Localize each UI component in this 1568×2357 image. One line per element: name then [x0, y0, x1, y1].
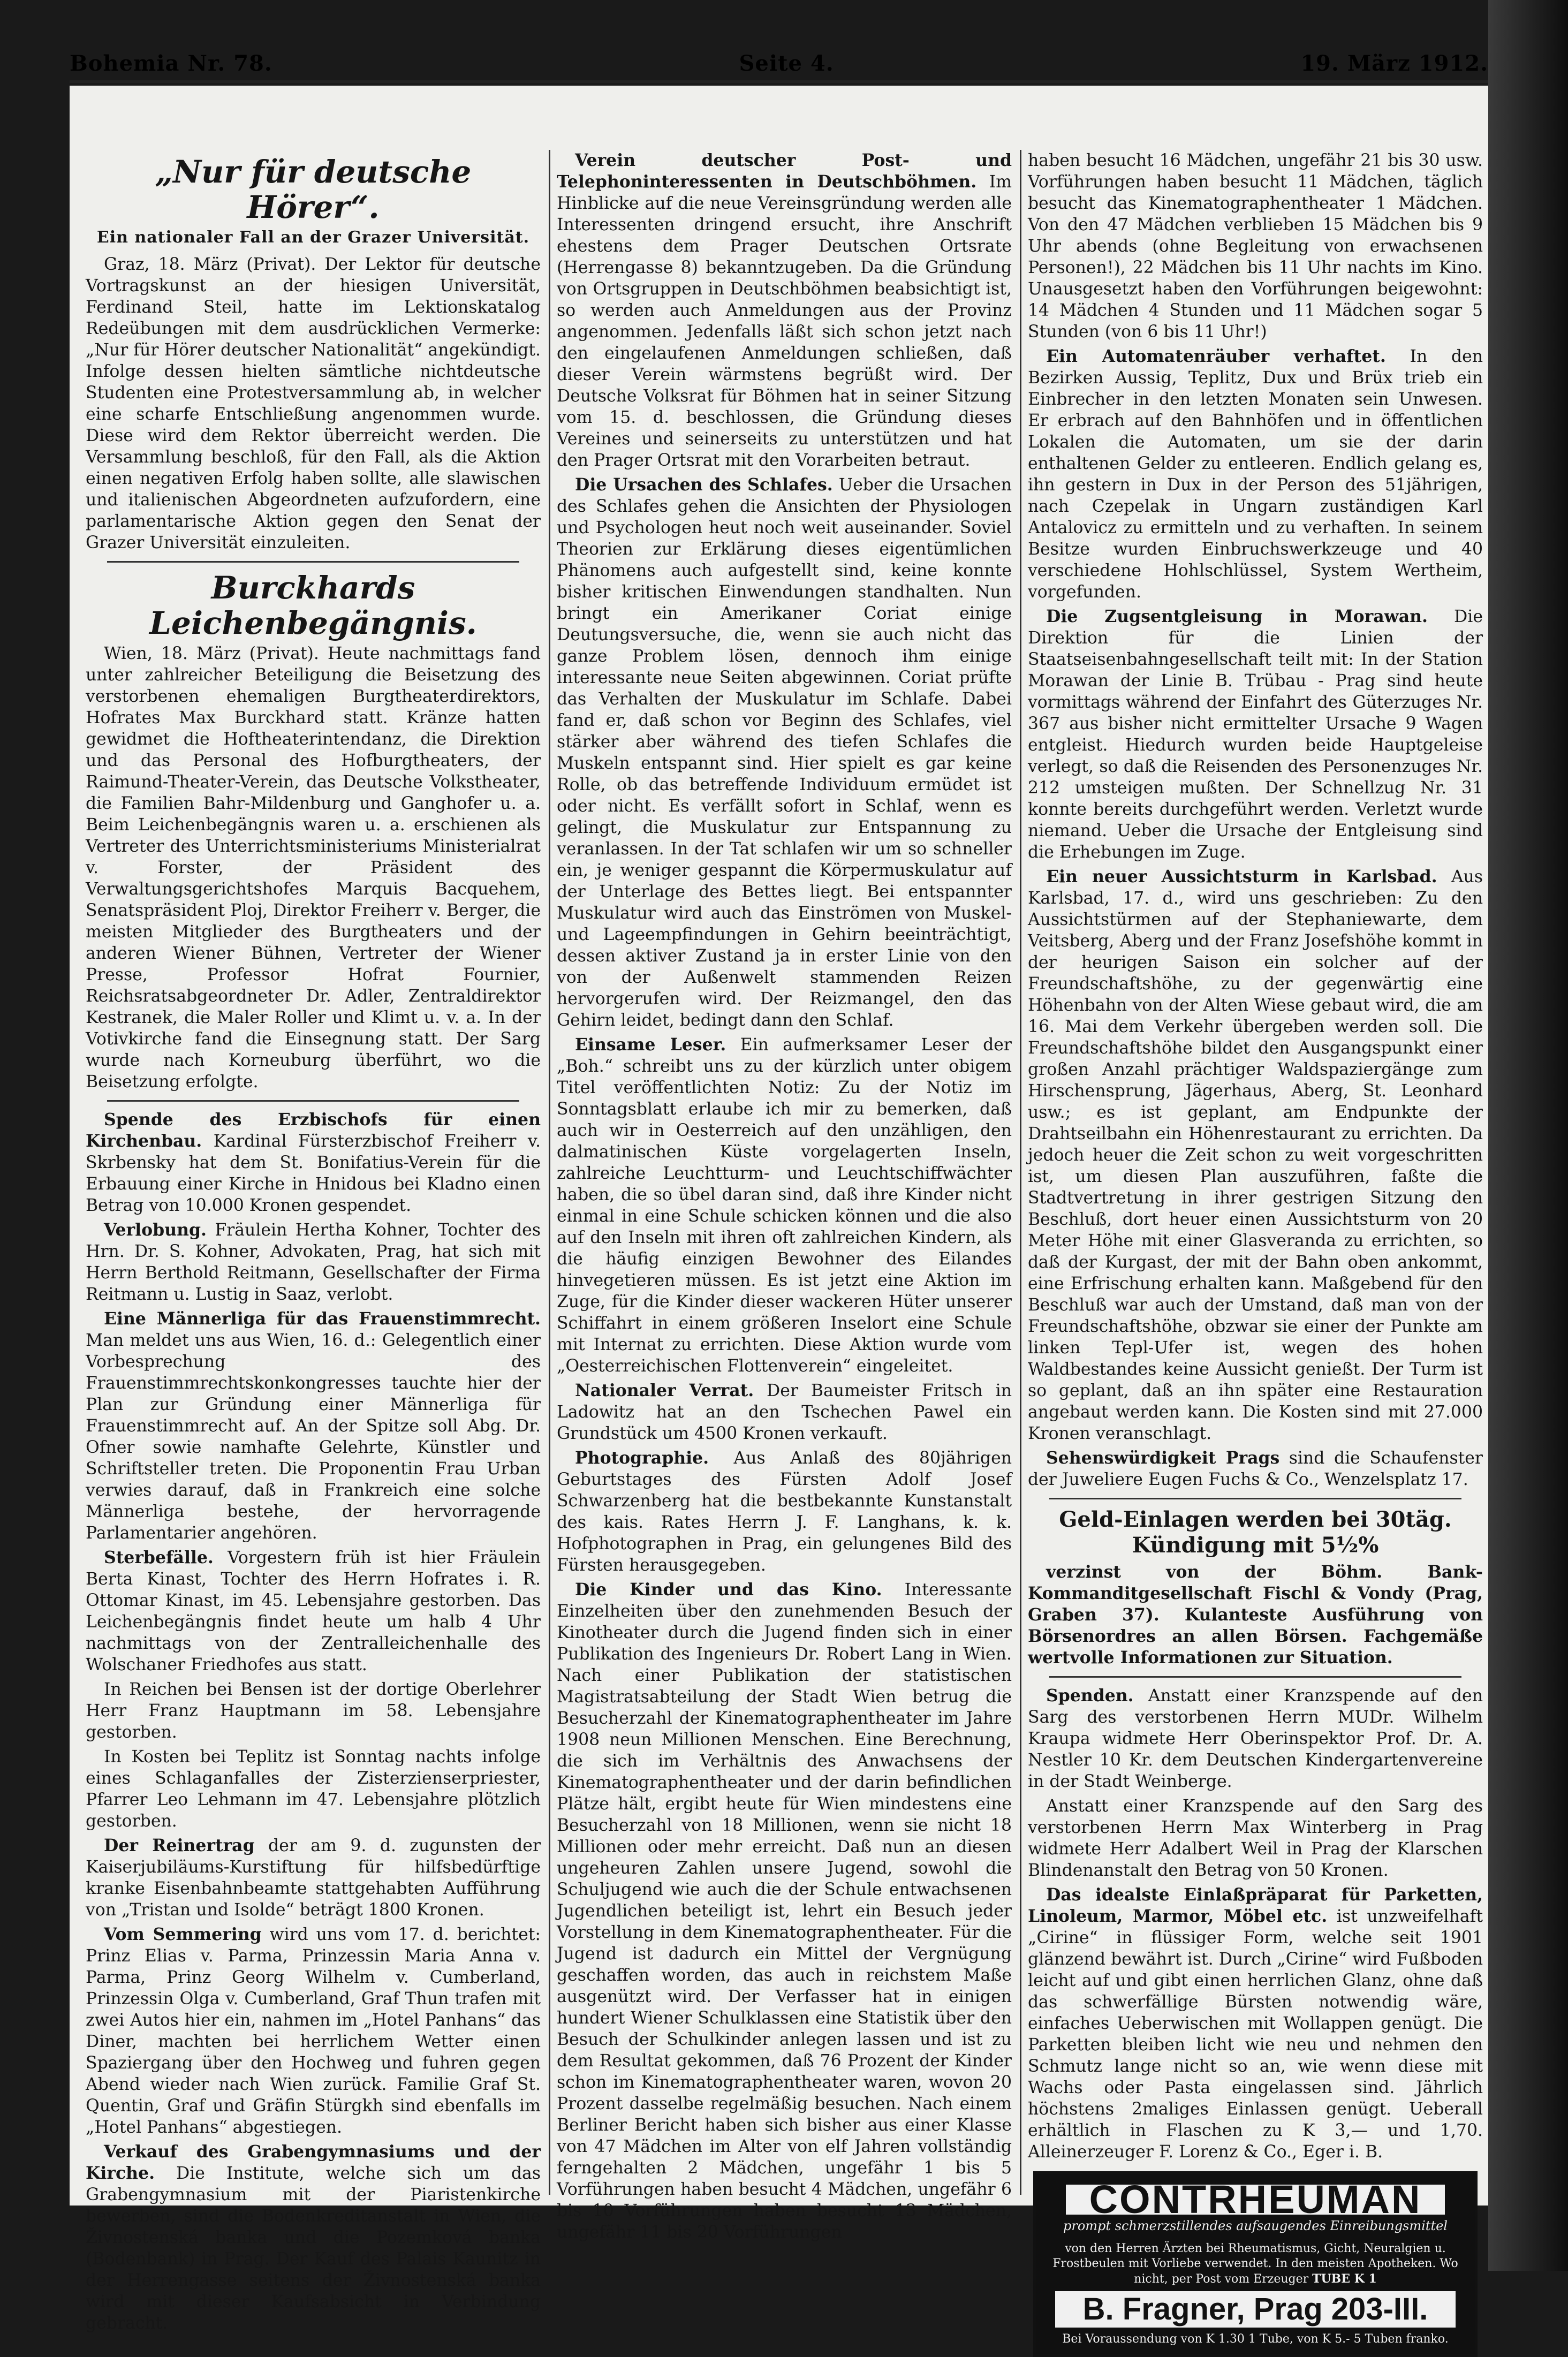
- item-lead: Photographie.: [575, 1448, 709, 1468]
- item-text: wird uns vom 17. d. berichtet: Prinz Elias v. Parma, Prinzessin Maria Anna v. Parma, Prinz Georg Wilhelm v. Cumberland, Prinzessin Olga v. Cumberland, Graf Thun trafen mit zwei Autos hier ein, nahmen im „Hotel Panhans“ das Diner, machten bei herrlichem Wetter einen Spaziergang über den Hochweg und fuhren gegen Abend wieder nach Wien zurück. Familie Graf St. Quentin, Graf und Gräfin Stürgkh sind ebenfalls im „Hotel Panhans“ abgestiegen.: [86, 1925, 541, 2137]
- news-item: [557, 150, 1012, 471]
- item-text: Im Hinblicke auf die neue Vereinsgründung werden alle Interessenten dringend ersucht, ihre Anschrift ehestens dem Prager Deutschen Ortsrate (Herrengasse 8) bekanntzugeben. Da die Gründung von Ortsgruppen in Deutschböhmen beabsichtigt ist, so werden auch Anmeldungen aus der Provinz angenommen. Jedenfalls läßt sich schon jetzt nach den eingelaufenen Anmeldungen schließen, daß dieser Verein wärmstens begrüßt wird. Der Deutsche Volksrat für Böhmen hat in seiner Sitzung vom 15. d. beschlossen, die Gründung dieses Vereines und seinerseits zu unterstützen und hat den Prager Ortsrat mit den Vorarbeiten betraut.: [557, 172, 1012, 470]
- article-body: Wien, 18. März (Privat). Heute nachmittags fand unter zahlreicher Beteiligung die Beisetzung des verstorbenen ehemaligen Burgtheaterdirektors, Hofrates Max Burckhard statt. Kränze hatten gewidmet die Hoftheaterintendanz, die Direktion und das Personal des Hofburgtheaters, der Raimund-Theater-Verein, das Deutsche Volkstheater, die Familien Bahr-Mildenburg und Ganghofer u. a. Beim Leichenbegängnis waren u. a. erschienen als Vertreter des Unterrichtsministeriums Ministerialrat v. Forster, der Präsident des Verwaltungsgerichtshofes Marquis Bacquehem, Senatspräsident Ploj, Direktor Freiherr v. Berger, die meisten Mitglieder des Burgtheaters und der anderen Wiener Bühnen, Vertreter der Wiener Presse, Professor Hofrat Fournier, Reichsratsabgeordneter Dr. Adler, Zentraldirektor Kestranek, die Maler Roller und Klimt u. v. a. In der Votivkirche fand die Einsegnung statt. Der Sarg wurde nach Korneuburg überführt, wo die Beisetzung erfolgte.: [86, 644, 541, 1092]
- article-headline: „Nur für deutsche Hörer“.: [155, 154, 472, 225]
- item-text: Die Institute, welche sich um das Grabengymnasium mit der Piaristenkirche bewerben, sind die Bodenkreditanstalt in Wien, die Živnostenská banka und die Pozemková banka (Bodenbank) in Prag. Der Kauf des Palais Kaunitz in der Herrengasse seitens der Živnostenská banka wird mit dieser Kaufsabsicht in Verbindung gebracht.: [86, 2164, 541, 2333]
- news-item: [557, 1447, 1012, 1576]
- item-text: Kardinal Fürsterzbischof Freiherr v. Skrbensky hat dem St. Bonifatius-Verein für die Erbauung einer Kirche in Hnidous bei Kladno einen Betrag von 10.000 Kronen gespendet.: [86, 1132, 541, 1215]
- item-lead: Ein neuer Aussichtsturm in Karlsbad.: [1046, 867, 1437, 886]
- masthead-page: Seite 4.: [739, 51, 834, 76]
- item-lead: Die Kinder und das Kino.: [575, 1580, 882, 1600]
- bank-ad-headline: Geld-Einlagen werden bei 30täg. Kündigung mit 5½%: [1059, 1507, 1452, 1558]
- contrheuman-advertisement: [1033, 2171, 1478, 2357]
- item-lead: Spende des Erzbischofs für einen Kirchenbau.: [86, 1110, 541, 1151]
- news-item: In Reichen bei Bensen ist der dortige Oberlehrer Herr Franz Hauptmann im 58. Lebensjahre gestorben.: [86, 1680, 541, 1742]
- item-lead: Vom Semmering: [104, 1924, 262, 1944]
- column-1: [86, 150, 541, 2333]
- masthead-date: 19. März 1912.: [1300, 51, 1488, 76]
- article-subheadline: Ein nationaler Fall an der Grazer Universität.: [96, 228, 530, 247]
- item-lead: Verein deutscher Post- und Telephoninteressenten in Deutschböhmen.: [557, 150, 1012, 192]
- item-lead: Verkauf des Grabengymnasiums und der Kirche.: [86, 2142, 541, 2183]
- news-item: [86, 2141, 541, 2334]
- masthead-paper: Bohemia Nr. 78.: [70, 51, 272, 76]
- divider: [1049, 1498, 1461, 1499]
- news-item: [557, 1034, 1012, 1377]
- ad-footer: Bei Voraussendung von K 1.30 1 Tube, von K 5.- 5 Tuben franko.: [1062, 2332, 1449, 2346]
- news-item: [1028, 606, 1483, 863]
- newspaper-page: [70, 86, 1488, 2346]
- item-lead: Verlobung.: [104, 1220, 207, 1240]
- news-item: [86, 1219, 541, 1305]
- ad-logo: CONTRHEUMAN: [1066, 2185, 1445, 2215]
- news-item: [1028, 866, 1483, 1444]
- divider: [107, 1100, 519, 1102]
- item-text: Aus Karlsbad, 17. d., wird uns geschrieben: Zu den Aussichtstürmen auf der Stephaniewarte, dem Veitsberg, Aberg und der Franz Josefshöhe kommt in der heurigen Saison ein solcher auf der Freundschaftshöhe, zu der gegenwärtig eine Höhenbahn von der Alten Wiese gebaut wird, die am 16. Mai dem Verkehr übergeben werden soll. Die Freundschaftshöhe bildet den Ausgangspunkt einer großen Anzahl prächtiger Waldspaziergänge zum Hirschensprung, Jägerhaus, Aberg, St. Leonhard usw.; es ist geplant, am Endpunkte der Drahtseilbahn ein Höhenrestaurant zu errichten. Da jedoch heuer die Zeit schon zu weit vorgeschritten ist, um diesen Plan auszuführen, faßte die Stadtvertretung in ihrer gestrigen Sitzung den Beschluß, dort heuer einen Aussichtsturm von 20 Meter Höhe mit einer Glasveranda zu errichten, so daß der Kurgast, der mit der Bahn oben ankommt, eine Erfrischung erhalten kann. Maßgebend für den Beschluß war auch der Umstand, daß man von der Freundschaftshöhe, obzwar sie einer der Punkte am linken Tepl-Ufer ist, wegen des hohen Waldbestandes keine Aussicht genießt. Der Turm ist so geplant, daß an ihn später eine Restauration angebaut werden kann. Die Kosten sind mit 27.000 Kronen veranschlagt.: [1028, 867, 1483, 1443]
- item-text: Ueber die Ursachen des Schlafes gehen die Ansichten der Physiologen und Psychologen heut noch weit auseinander. Soviel Theorien zur Erklärung dieses eigentümlichen Phänomens auch aufgestellt sind, keine konnte bisher kritischen Einwendungen standhalten. Nun bringt ein Amerikaner Coriat einige Deutungsversuche, die, wenn sie auch nicht das ganze Problem lösen, dennoch ihm einige interessante neue Seiten abgewinnen. Coriat prüfte das Verhalten der Muskulatur im Schlafe. Dabei fand er, daß schon vor Beginn des Schlafes, viel stärker aber während des tiefen Schlafes die Muskeln entspannt sind. Hier spielt es gar keine Rolle, ob das betreffende Individuum ermüdet ist oder nicht. Es verfällt sofort in Schlaf, wenn es gelingt, die Muskulatur zur Entspannung zu veranlassen. In der Tat schlafen wir um so schneller ein, je weniger gespannt die Körpermuskulatur auf der Unterlage des Bettes liegt. Bei entspannter Muskulatur wird auch das Einströmen von Muskel- und Lageempfindungen in Gehirn beeinträchtigt, dessen aktiver Zustand ja in erster Linie von den von der Außenwelt stammenden Reizen hervorgerufen wird. Der Reizmangel, den das Gehirn leidet, bedingt dann den Schlaf.: [557, 475, 1012, 1030]
- column-rule: [1020, 150, 1021, 2195]
- news-item: [557, 1579, 1012, 2243]
- item-text: Fräulein Hertha Kohner, Tochter des Hrn. Dr. S. Kohner, Advokaten, Prag, hat sich mit Herrn Berthold Reitmann, Gesellschafter der Firma Reitmann u. Lustig in Saaz, verlobt.: [86, 1221, 541, 1304]
- news-item: haben besucht 16 Mädchen, ungefähr 21 bis 30 usw. Vorführungen haben besucht 11 Mädchen, täglich besucht das Kinematographentheater 1 Mädchen. Von den 47 Mädchen verblieben 15 Mädchen bis 9 Uhr abends (ohne Begleitung von erwachsenen Personen!), 22 Mädchen bis 11 Uhr nachts im Kino. Unausgesetzt haben den Vorführungen beigewohnt: 14 Mädchen 4 Stunden und 11 Mädchen sogar 5 Stunden (von 6 bis 11 Uhr!): [1028, 151, 1483, 342]
- news-item: [86, 1835, 541, 1921]
- item-lead: Sterbefälle.: [104, 1548, 214, 1567]
- item-lead: Spenden.: [1046, 1686, 1134, 1706]
- news-item: [557, 474, 1012, 1031]
- item-lead: Der Reinertrag: [104, 1836, 255, 1855]
- item-text: ist unzweifelhaft „Cirine“ in flüssiger Form, welche seit 1901 glänzend bewährt ist. Durch „Cirine“ wird Fußboden leicht auf und gibt einen herrlichen Glanz, ohne daß das schwerfällige Bürsten notwendig wäre, einfaches Ueberwischen mit Wollappen genügt. Die Parketten bleiben licht wie neu und nehmen den Schmutz lange nicht so an, wie wenn diese mit Wachs oder Pasta eingelassen sind. Jährlich höchstens 2maliges Einlassen genügt. Ueberall erhältlich in Flaschen zu K 3,— und 1,70. Alleinerzeuger F. Lorenz & Co., Eger i. B.: [1028, 1907, 1483, 2162]
- item-lead: Sehenswürdigkeit Prags: [1046, 1448, 1280, 1468]
- item-lead: Die Zugsentgleisung in Morawan.: [1046, 607, 1428, 626]
- news-item: Anstatt einer Kranzspende auf den Sarg des verstorbenen Herrn Max Winterberg in Prag widmete Herr Adalbert Weil in Prag der Klarschen Blindenanstalt den Betrag von 50 Kronen.: [1028, 1797, 1483, 1880]
- column-rule: [549, 150, 550, 2195]
- item-text: sind die Schaufenster der Juweliere Eugen Fuchs & Co., Wenzelsplatz 17.: [1028, 1449, 1483, 1489]
- item-lead: Die Ursachen des Schlafes.: [575, 475, 833, 495]
- news-item: [1028, 1685, 1483, 1792]
- item-text: Vorgestern früh ist hier Fräulein Berta Kinast, Tochter des Herrn Hofrates i. R. Ottomar Kinast, im 45. Lebensjahre gestorben. Das Leichenbegängnis findet heute um halb 4 Uhr nachmittags von der Zentralleichenhalle des Wolschaner Friedhofes aus statt.: [86, 1548, 541, 1674]
- divider: [1049, 1676, 1461, 1678]
- item-text: der am 9. d. zugunsten der Kaiserjubiläums-Kurstiftung für hilfsbedürftige kranke Eisenbahnbeamte stattgehabten Aufführung von „Tristan und Isolde“ beträgt 1800 Kronen.: [86, 1836, 541, 1920]
- news-item: [1028, 346, 1483, 603]
- ad-tagline: prompt schmerzstillendes aufsaugendes Einreibungsmittel: [1063, 2218, 1448, 2233]
- column-3: [1028, 150, 1483, 2346]
- ad-maker: B. Fragner, Prag 203-III.: [1055, 2291, 1456, 2328]
- ad-text: [1044, 2241, 1466, 2287]
- ad-usage: von den Herren Ärzten bei Rheumatismus, Gicht, Neuralgien u. Frostbeulen mit Vorliebe verwendet. In den meisten Apotheken. Wo nicht, per Post vom Erzeuger: [1052, 2242, 1458, 2286]
- divider: [107, 561, 519, 563]
- item-text: Man meldet uns aus Wien, 16. d.: Gelegentlich einer Vorbesprechung des Frauenstimmrechtskonkongresses tauchte hier der Plan zur Gründung einer Männerliga für Frauenstimmrecht auf. An der Spitze soll Abg. Dr. Ofner sowie namhafte Gelehrte, Künstler und Schriftsteller treten. Die Proponentin Frau Urban verwies darauf, daß in Frankreich eine solche Männerliga bestehe, der hervorragende Parlamentarier angehören.: [86, 1331, 541, 1543]
- news-item: [1028, 1447, 1483, 1490]
- item-lead: Nationaler Verrat.: [575, 1381, 754, 1400]
- item-text: Anstatt einer Kranzspende auf den Sarg des verstorbenen Herrn MUDr. Wilhelm Kraupa widmete Herr Oberinspektor Prof. Dr. A. Nestler 10 Kr. dem Deutschen Kindergartenvereine in der Stadt Weinberge.: [1028, 1686, 1483, 1791]
- news-item: [86, 1109, 541, 1216]
- item-text: Die Direktion für die Linien der Staatseisenbahngesellschaft teilt mit: In der Station Morawan der Linie B. Trübau - Prag sind heute vormittags während der Einfahrt des Güterzuges Nr. 367 aus bisher nicht ermittelter Ursache 9 Wagen entgleist. Hiedurch wurden beide Hauptgeleise verlegt, so daß die Reisenden des Personenzuges Nr. 212 umsteigen mußten. Der Schnellzug Nr. 31 konnte bereits durchgeführt werden. Verletzt wurde niemand. Ueber die Ursache der Entgleisung sind die Erhebungen im Zuge.: [1028, 607, 1483, 862]
- article-body: Graz, 18. März (Privat). Der Lektor für deutsche Vortragskunst an der hiesigen Universität, Ferdinand Steil, hatte im Lektionskatalog Redeübungen mit dem ausdrücklichen Vermerke: „Nur für Hörer deutscher Nationalität“ angekündigt. Infolge dessen hielten sämtliche nichtdeutsche Studenten eine Protestversammlung ab, in welcher eine scharfe Entschließung angenommen wurde. Diese wird dem Rektor überreicht werden. Die Versammlung beschloß, für den Fall, als die Aktion einen negativen Erfolg haben sollte, alle slawischen und italienischen Abgeordneten aufzufordern, eine parlamentarische Aktion gegen den Senat der Grazer Universität einzuleiten.: [86, 255, 541, 552]
- news-item: [1028, 1884, 1483, 2163]
- item-lead: Das idealste Einlaßpräparat für Parketten, Linoleum, Marmor, Möbel etc.: [1028, 1885, 1483, 1926]
- ad-price: TUBE K 1: [1312, 2272, 1377, 2286]
- item-lead: Eine Männerliga für das Frauenstimmrecht.: [104, 1309, 541, 1329]
- news-item: [86, 1547, 541, 1676]
- masthead: [70, 37, 1488, 83]
- news-item: [86, 1308, 541, 1544]
- scan-edge: [1488, 0, 1568, 2271]
- news-item: [557, 1380, 1012, 1444]
- item-lead: Einsame Leser.: [575, 1035, 726, 1055]
- bank-ad-text: verzinst von der Böhm. Bank-Kommanditgesellschaft Fischl & Vondy (Prag, Graben 37). Kulanteste Ausführung von Börsenordres an allen Börsen. Fachgemäße wertvolle Informationen zur Situation.: [1028, 1562, 1483, 1668]
- article-headline: Burckhards Leichenbegängnis.: [149, 570, 477, 641]
- column-2: [557, 150, 1012, 2242]
- item-text: Ein aufmerksamer Leser der „Boh.“ schreibt uns zu der kürzlich unter obigem Titel veröffentlichten Notiz: Zu der Notiz im Sonntagsblatt erlaube ich mir zu bemerken, daß auch wir in Oesterreich auf den unzähligen, den dalmatinischen Küste vorgelagerten Inseln, zahlreiche Leuchtturm- und Leuchtschiffwächter haben, die so übel daran sind, daß ihre Kinder nicht einmal in eine Schule schicken können und die also auf den Inseln mit ihren oft zahlreichen Kindern, als die häufig einzigen Bewohner des Eilandes hinvegetieren müssen. Es ist jetzt eine Aktion im Zuge, für die Kinder dieser wackeren Hüter unserer Schiffahrt in einem größeren Inselort eine Schule mit Internat zu errichten. Diese Aktion wurde vom „Oesterreichischen Flottenverein“ eingeleitet.: [557, 1035, 1012, 1376]
- news-item: [86, 1924, 541, 2138]
- news-item: In Kosten bei Teplitz ist Sonntag nachts infolge eines Schlaganfalles der Zisterzienserpriester, Pfarrer Leo Lehmann im 47. Lebensjahre plötzlich gestorben.: [86, 1747, 541, 1831]
- item-text: In den Bezirken Aussig, Teplitz, Dux und Brüx trieb ein Einbrecher in den letzten Monaten sein Unwesen. Er erbrach auf den Bahnhöfen und in öffentlichen Lokalen die Automaten, um sie der darin enthaltenen Gelder zu entleeren. Endlich gelang es, ihn gestern in Dux in der Person des 51jährigen, nach Czepelak in Ungarn zuständigen Karl Antalovicz zu ermitteln und zu verhaften. In seinem Besitze wurden Einbruchswerkzeuge und 40 verschiedene Hohlschlüssel, System Wertheim, vorgefunden.: [1028, 347, 1483, 602]
- item-text: Interessante Einzelheiten über den zunehmenden Besuch der Kinotheater durch die Jugend finden sich in einer Publikation des Ingenieurs Dr. Robert Lang in Wien. Nach einer Publikation der statistischen Magistratsabteilung der Stadt Wien betrug die Besucherzahl der Kinematographentheater im Jahre 1908 neun Millionen Menschen. Eine Berechnung, die sich im Verhältnis des Anwachsens der Kinematographentheater und der darin befindlichen Plätze hält, ergibt heute für Wien mindestens eine Besucherzahl von 18 Millionen, wenn sie nicht 18 Millionen oder mehr erreicht. Daß nun an diesen ungeheuren Zahlen unsere Jugend, sowohl die Schuljugend wie auch die der Schule entwachsenen Jugendlichen beteiligt ist, lehrt ein Besuch jeder Vorstellung in dem Kinematographentheater. Für die Jugend ist dadurch ein Mittel der Vergnügung geschaffen worden, das auch in reichstem Maße ausgenützt wird. Der Verfasser hat in einigen hundert Wiener Schulklassen eine Statistik über den Besuch der Schulkinder anlegen lassen und ist zu dem Resultat gekommen, daß 76 Prozent der Kinder schon im Kinematographentheater waren, wovon 20 Prozent dasselbe regelmäßig besuchen. Nach einem Berliner Bericht haben sich bisher aus einer Klasse von 47 Mädchen im Alter von elf Jahren vollständig ferngehalten 2 Mädchen, ungefähr 1 bis 5 Vorführungen haben besucht 4 Mädchen, ungefähr 6 bis 10 Vorführungen haben besucht 13 Mädchen, ungefähr 11 bis 20 Vorführungen: [557, 1580, 1012, 2242]
- item-lead: Ein Automatenräuber verhaftet.: [1046, 346, 1386, 366]
- item-text: Der Baumeister Fritsch in Ladowitz hat an den Tschechen Pawel ein Grundstück um 4500 Kronen verkauft.: [557, 1381, 1012, 1443]
- item-text: Aus Anlaß des 80jährigen Geburtstages des Fürsten Adolf Josef Schwarzenberg hat die bestbekannte Kunstanstalt des kais. Rates Herrn J. F. Langhans, k. k. Hofphotographen in Prag, ein gelungenes Bild des Fürsten herausgegeben.: [557, 1449, 1012, 1575]
